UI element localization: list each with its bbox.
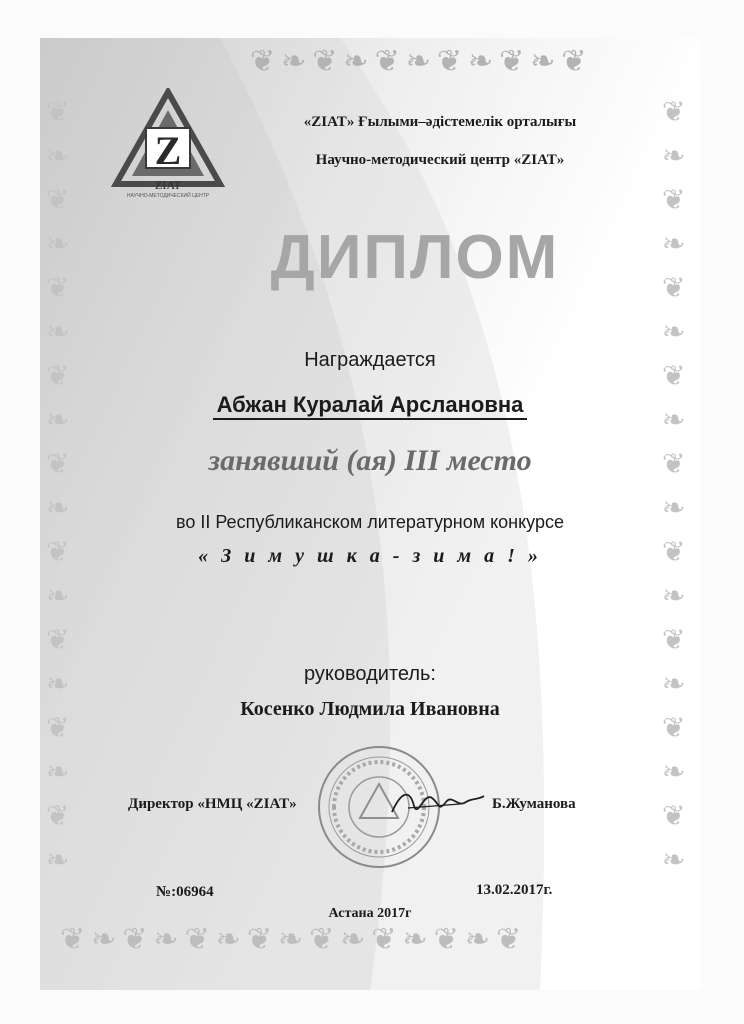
right-ornament-border: ❦ ❧ ❦ ❧ ❦ ❧ ❦ ❧ ❦ ❧ ❦ ❧ ❦ ❧ ❦ ❧ ❦ ❧ (662, 95, 686, 876)
supervisor-label: руководитель: (304, 663, 436, 685)
logo-wordmark: ZIAT (155, 178, 181, 192)
place-text: занявший (ая) III место (208, 444, 532, 477)
bottom-ornament-border: ❦❧❦❧❦❧❦❧❦❧❦❧❦❧❦ (60, 922, 528, 957)
diploma-number: №:06964 (156, 884, 214, 900)
diploma-title: ДИПЛОМ (270, 223, 560, 292)
contest-description: во II Республиканском литературном конкурсе (175, 512, 565, 532)
recipient-name: Абжан Куралай Арслановна (213, 392, 528, 420)
signer-name: Б.Жуманова (492, 796, 576, 812)
ziat-logo (108, 88, 228, 198)
recipient-name-line (40, 392, 700, 418)
contest-name: « З и м у ш к а - з и м а ! » (198, 545, 542, 567)
organization-kazakh: «ZIAT» Ғылыми–әдістемелік орталығы (303, 114, 577, 130)
issue-date: 13.02.2017г. (476, 882, 553, 898)
city-year: Астана 2017г (328, 906, 412, 921)
logo-caption: НАУЧНО-МЕТОДИЧЕСКИЙ ЦЕНТР (126, 193, 210, 198)
logo-letter: Z (154, 128, 182, 173)
director-title: Директор «НМЦ «ZIAT» (128, 796, 297, 812)
awarded-label: Награждается (304, 349, 436, 371)
organization-russian: Научно-методический центр «ZIAT» (315, 152, 565, 168)
director-signature (388, 782, 488, 822)
supervisor-name: Косенко Людмила Ивановна (240, 698, 500, 720)
left-ornament-border: ❦ ❧ ❦ ❧ ❦ ❧ ❦ ❧ ❦ ❧ ❦ ❧ ❦ ❧ ❦ ❧ ❦ ❧ (46, 95, 70, 876)
top-ornament-border: ❦❧❦❧❦❧❦❧❦❧❦ (250, 44, 593, 79)
